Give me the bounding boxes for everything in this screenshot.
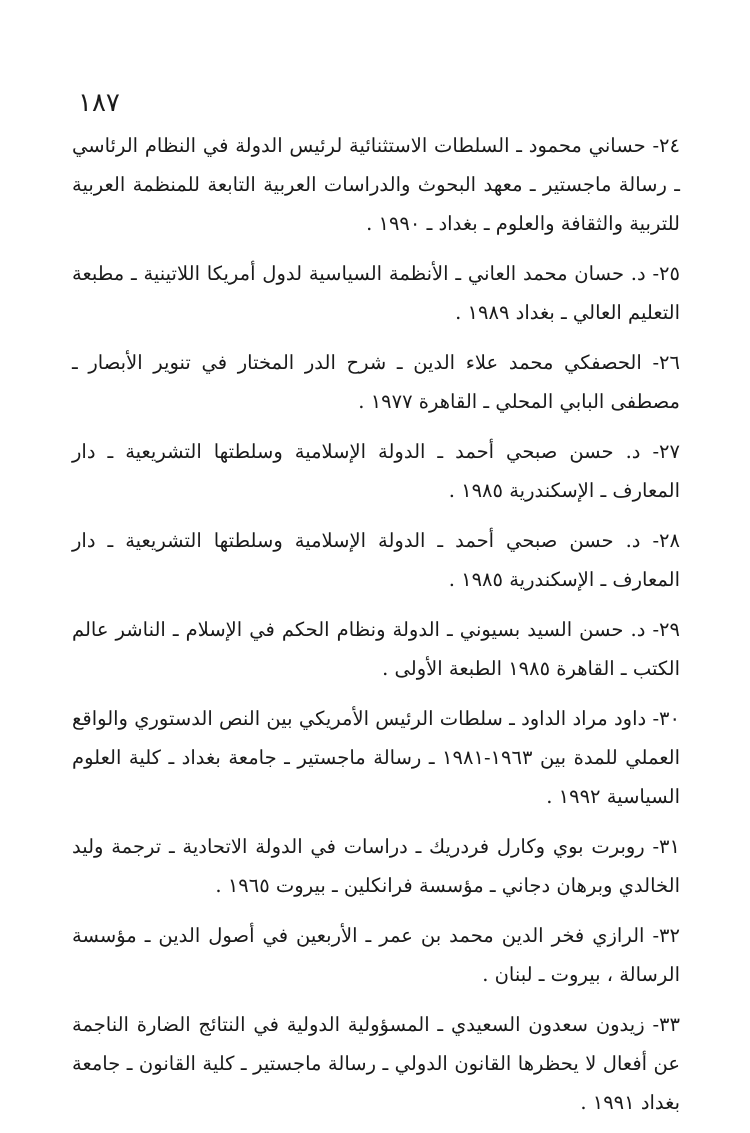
reference-entry-29: ٢٩- د. حسن السيد بسيوني ـ الدولة ونظام الحكم في الإسلام ـ الناشر عالم الكتب ـ القاهرة ١٩٨٥ الطبعة الأولى . [72,618,680,680]
reference-entry-25: ٢٥- د. حسان محمد العاني ـ الأنظمة السياسية لدول أمريكا اللاتينية ـ مطبعة التعليم العالي ـ بغداد ١٩٨٩ . [72,262,680,324]
reference-entry-28: ٢٨- د. حسن صبحي أحمد ـ الدولة الإسلامية وسلطتها التشريعية ـ دار المعارف ـ الإسكندرية ١٩٨٥ . [72,529,680,591]
reference-entry-31: ٣١- روبرت بوي وكارل فردريك ـ دراسات في الدولة الاتحادية ـ ترجمة وليد الخالدي وبرهان دجاني ـ مؤسسة فرانكلين ـ بيروت ١٩٦٥ . [72,835,680,897]
reference-entry-33: ٣٣- زيدون سعدون السعيدي ـ المسؤولية الدولية في النتائج الضارة الناجمة عن أفعال لا يحظرها القانون الدولي ـ رسالة ماجستير ـ كلية القانون ـ جامعة بغداد ١٩٩١ . [72,1013,680,1114]
reference-entry-30: ٣٠- داود مراد الداود ـ سلطات الرئيس الأمريكي بين النص الدستوري والواقع العملي للمدة بين ١٩٦٣-١٩٨١ ـ رسالة ماجستير ـ جامعة بغداد ـ كلية العلوم السياسية ١٩٩٢ . [72,707,680,808]
reference-entry-26: ٢٦- الحصفكي محمد علاء الدين ـ شرح الدر المختار في تنوير الأبصار ـ مصطفى البابي المحلي ـ القاهرة ١٩٧٧ . [72,351,680,413]
reference-entry-24: ٢٤- حساني محمود ـ السلطات الاستثنائية لرئيس الدولة في النظام الرئاسي ـ رسالة ماجستير ـ معهد البحوث والدراسات العربية التابعة للمنظمة العربية للتربية والثقافة والعلوم ـ بغداد ـ ١٩٩٠ . [72,134,680,235]
reference-entry-27: ٢٧- د. حسن صبحي أحمد ـ الدولة الإسلامية وسلطتها التشريعية ـ دار المعارف ـ الإسكندرية ١٩٨٥ . [72,440,680,502]
page-number: ١٨٧ [78,88,120,118]
reference-list [72,126,680,1133]
reference-entry-32: ٣٢- الرازي فخر الدين محمد بن عمر ـ الأربعين في أصول الدين ـ مؤسسة الرسالة ، بيروت ـ لبنان . [72,924,680,986]
